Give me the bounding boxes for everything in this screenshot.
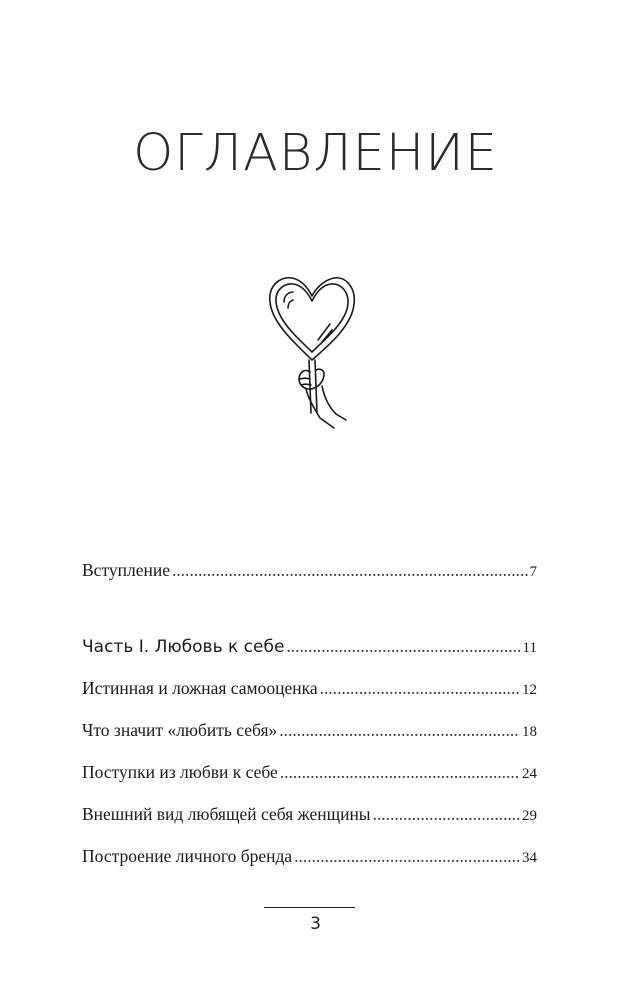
toc-entry-label: Вступление (82, 560, 170, 580)
toc-entry-label: Внешний вид любящей себя женщины (82, 804, 371, 824)
toc-entry-love-yourself[interactable] (82, 720, 537, 744)
toc-dot-leader (373, 804, 520, 825)
toc-entry-introduction[interactable] (82, 560, 537, 584)
toc-dot-leader (320, 678, 520, 699)
toc-entry-actions[interactable] (82, 762, 537, 786)
toc-entry-self-esteem[interactable] (82, 678, 537, 702)
toc-entry-page: 11 (522, 640, 537, 656)
heart-mirror-in-hand-icon (258, 268, 358, 433)
toc-entry-label: Поступки из любви к себе (82, 762, 278, 782)
toc-entry-page: 18 (522, 724, 537, 740)
toc-part-label: Часть I. Любовь к себе (82, 637, 285, 657)
toc-dot-leader (286, 636, 520, 657)
toc-entry-page: 12 (522, 682, 537, 698)
toc-entry-page: 34 (522, 850, 537, 866)
page-title: ОГЛАВЛЕНИЕ (133, 124, 498, 183)
toc-entry-page: 24 (522, 766, 537, 782)
toc-entry-label: Построение личного бренда (82, 846, 293, 866)
toc-dot-leader (279, 720, 520, 741)
toc-entry-page: 7 (529, 564, 537, 580)
toc-entry-part-1[interactable] (82, 636, 537, 660)
toc-entry-personal-brand[interactable] (82, 846, 537, 870)
toc-dot-leader (172, 560, 528, 581)
toc-entry-label: Что значит «любить себя» (82, 720, 278, 740)
toc-entry-appearance[interactable] (82, 804, 537, 828)
toc-dot-leader (280, 762, 520, 783)
page-number: 3 (310, 914, 321, 934)
toc-entry-label: Истинная и ложная самооценка (82, 678, 318, 698)
toc-entry-page: 29 (522, 808, 537, 824)
footer-divider (264, 907, 355, 908)
toc-dot-leader (294, 846, 520, 867)
